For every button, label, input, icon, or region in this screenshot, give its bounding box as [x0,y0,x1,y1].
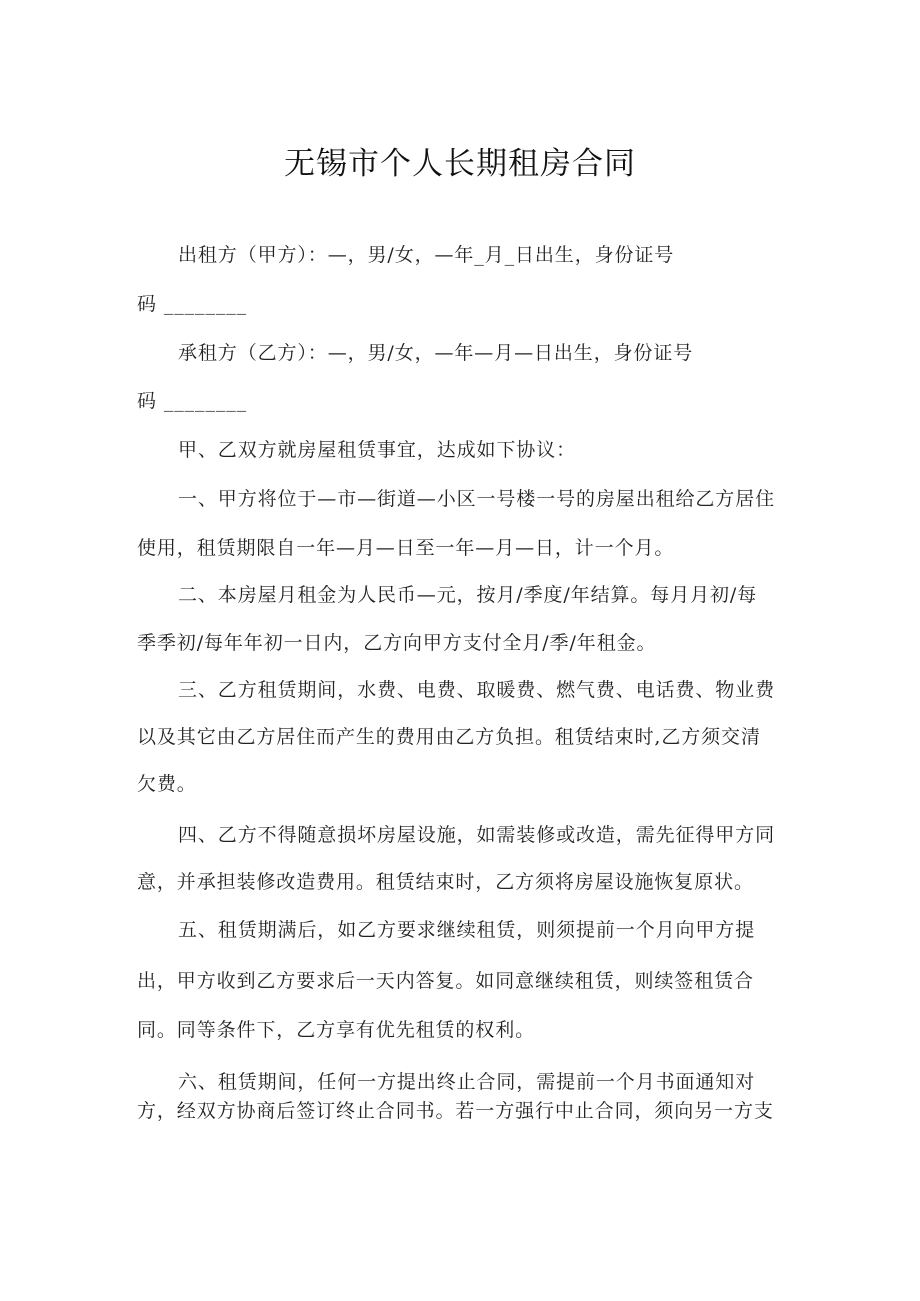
party-a-line: 出租方（甲方）：—，男/女，—年_月_日出生，身份证号 [178,244,675,266]
clause-6-line-1: 六、租赁期间，任何一方提出终止合同，需提前一个月书面通知对 [178,1071,756,1093]
clause-1-line-1: 一、甲方将位于—市—街道—小区一号楼一号的房屋出租给乙方居住 [178,488,776,510]
clause-5-line-1: 五、租赁期满后，如乙方要求继续租赁，则须提前一个月向甲方提 [178,919,756,941]
clause-3-line-1: 三、乙方租赁期间，水费、电费、取暖费、燃气费、电话费、物业费 [178,679,776,701]
clause-1-line-2: 使用，租赁期限自一年—月—日至一年—月—日，计一个月。 [137,537,675,559]
party-b-id-line: 码 ________ [137,390,248,412]
clause-4-line-1: 四、乙方不得随意损坏房屋设施，如需装修或改造，需先征得甲方同 [178,824,776,846]
clause-5-line-2: 出，甲方收到乙方要求后一天内答复。如同意继续租赁，则续签租赁合 [137,970,754,992]
party-b-line: 承租方（乙方）：—，男/女，—年—月—日出生，身份证号 [178,342,694,364]
document-title: 无锡市个人长期租房合同 [284,146,636,182]
clause-5-line-3: 同。同等条件下，乙方享有优先租赁的权利。 [137,1019,536,1041]
clause-2-line-2: 季季初/每年年初一日内，乙方向甲方支付全月/季/年租金。 [137,632,657,654]
clause-3-line-3: 欠费。 [137,773,197,795]
clause-2-line-1: 二、本房屋月租金为人民币—元，按月/季度/年结算。每月月初/每 [178,584,758,606]
agreement-intro: 甲、乙双方就房屋租赁事宜，达成如下协议： [178,439,577,461]
clause-3-line-2: 以及其它由乙方居住而产生的费用由乙方负担。租赁结束时,乙方须交清 [137,726,761,748]
clause-4-line-2: 意，并承担装修改造费用。租赁结束时，乙方须将房屋设施恢复原状。 [137,871,754,893]
party-a-id-line: 码 ________ [137,293,248,315]
clause-6-line-2: 方，经双方协商后签订终止合同书。若一方强行中止合同，须向另一方支 [137,1100,774,1122]
